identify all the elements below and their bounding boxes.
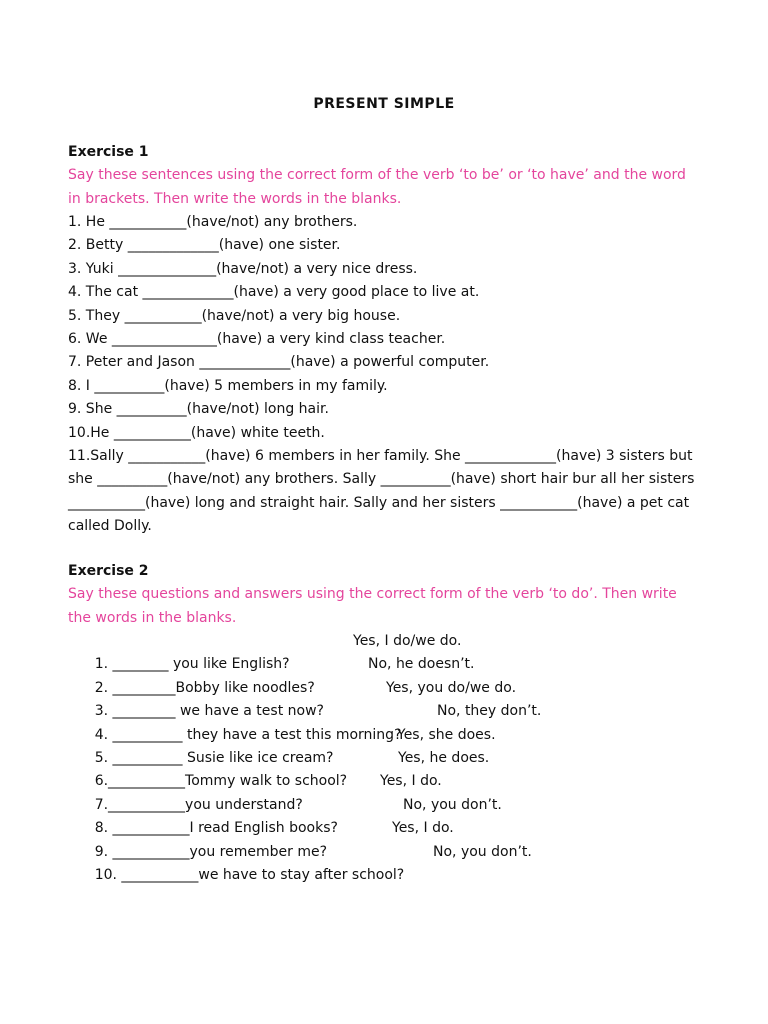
answer-text: Yes, he does. bbox=[398, 749, 490, 766]
question-text: 2. _________Bobby like noodles? bbox=[94, 679, 315, 696]
exercise-2-item bbox=[68, 841, 698, 883]
exercise-1-item: 7. Peter and Jason _____________(have) a powerful computer. bbox=[68, 354, 490, 371]
question-text: 7.___________you understand? bbox=[94, 796, 303, 813]
exercise-1-item: 8. I __________(have) 5 members in my family. bbox=[68, 377, 388, 394]
question-text: 1. ________ you like English? bbox=[94, 656, 290, 673]
exercise-1-item: 4. The cat _____________(have) a very good place to live at. bbox=[68, 284, 480, 301]
answer-text: Yes, I do. bbox=[380, 773, 442, 790]
exercise-1-item: 10.He ___________(have) white teeth. bbox=[68, 424, 325, 441]
answer-text: Yes, I do. bbox=[392, 820, 454, 837]
page-title: PRESENT SIMPLE bbox=[313, 96, 455, 112]
answer-text: No, he doesn’t. bbox=[368, 656, 475, 673]
question-text: 6.___________Tommy walk to school? bbox=[94, 773, 348, 790]
answer-text: Yes, I do/we do. bbox=[353, 633, 462, 649]
exercise-1-item-11-paragraph: 11.Sally ___________(have) 6 members in her family. She _____________(have) 3 sisters but she __________(have/not) any brothers. Sally __________(have) short hair bur all her sisters ___________(have) long and straight hair. Sally and her sisters ___________(have) a pet cat called Dolly. bbox=[68, 448, 695, 535]
question-text: 3. _________ we have a test now? bbox=[94, 703, 324, 720]
question-text: 4. __________ they have a test this morning? bbox=[94, 726, 402, 743]
exercise-2-instructions: Say these questions and answers using the correct form of the verb ‘to do’. Then write the words in the blanks. bbox=[68, 586, 677, 626]
exercise-2 bbox=[68, 560, 698, 883]
exercise-1-item: 2. Betty _____________(have) one sister. bbox=[68, 237, 341, 254]
exercise-1 bbox=[68, 141, 698, 539]
exercise-1-item: 3. Yuki ______________(have/not) a very nice dress. bbox=[68, 260, 418, 277]
answer-text: Yes, you do/we do. bbox=[386, 679, 517, 696]
answer-text: No, you don’t. bbox=[403, 796, 502, 813]
exercise-1-heading: Exercise 1 bbox=[68, 144, 149, 160]
question-text: 10. ___________we have to stay after school? bbox=[94, 866, 405, 883]
question-text: 8. ___________I read English books? bbox=[94, 820, 338, 837]
exercise-1-item: 6. We _______________(have) a very kind class teacher. bbox=[68, 331, 446, 348]
exercise-1-item: 9. She __________(have/not) long hair. bbox=[68, 401, 329, 418]
question-text: 5. __________ Susie like ice cream? bbox=[94, 749, 334, 766]
exercise-2-heading: Exercise 2 bbox=[68, 563, 149, 579]
answer-text: No, you don’t. bbox=[433, 843, 532, 860]
answer-text: Yes, she does. bbox=[397, 726, 496, 743]
exercise-1-item: 1. He ___________(have/not) any brothers. bbox=[68, 214, 358, 230]
question-text: 9. ___________you remember me? bbox=[94, 843, 328, 860]
exercise-1-item: 5. They ___________(have/not) a very big house. bbox=[68, 307, 401, 324]
answer-text: No, they don’t. bbox=[437, 703, 542, 720]
exercise-1-instructions: Say these sentences using the correct form of the verb ‘to be’ or ‘to have’ and the word in brackets. Then write the words in the blanks. bbox=[68, 167, 686, 207]
